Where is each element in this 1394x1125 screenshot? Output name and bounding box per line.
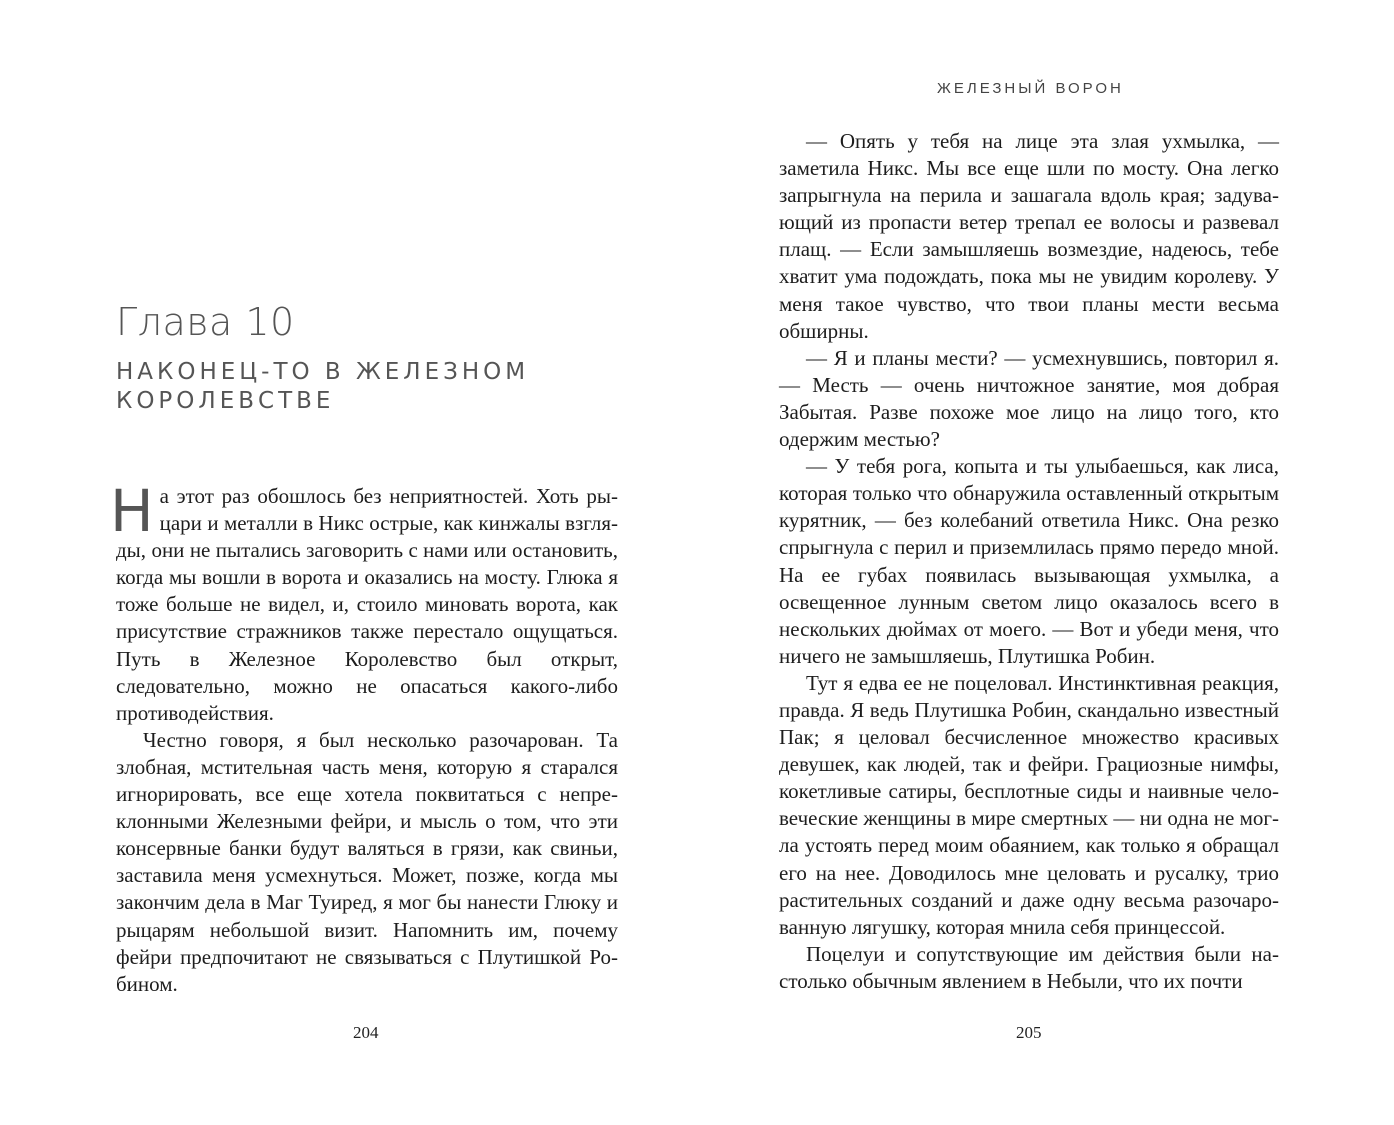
paragraph: — Опять у тебя на лице эта злая ухмылка, — заметила Никс. Мы все еще шли по мосту. Она легко запрыгнула на перила и зашагала вдоль края; задувающий из пропасти ветер трепал ее волосы и развевал плащ. — Если замышляешь возмездие, надеюсь, тебе хватит ума подождать, пока мы не увидим королеву. У меня такое чувство, что твои планы мести весьма обширны. (779, 129, 1279, 343)
paragraph (110, 477, 618, 727)
paragraph-text: а этот раз обошлось без неприятностей. Хоть рыцари и металли в Никс острые, как кинжалы взгляды, они не пытались заговорить с нами или остановить, когда мы вошли в ворота и оказались на мосту. Глюка я тоже больше не видел, и, стоило миновать ворота, как присутствие стражников также перестало ощущаться. Путь в Железное Королевство был открыт, следовательно, можно не опасаться какого-либо противодействия. (116, 484, 618, 725)
drop-cap: Н (110, 477, 154, 545)
paragraph: Честно говоря, я был несколько разочарован. Та злобная, мстительная часть меня, которую я старался игнорировать, все еще хотела поквитаться с непреклонными Железными фейри, и мысль о том, что эти консервные банки будут валяться в грязи, как свиньи, заставила меня усмехнуться. Может, позже, когда мы закончим дела в Маг Туиред, я мог бы нанести Глюку и рыцарям небольшой визит. Напомнить им, почему фейри предпочитают не связываться с Плутишкой Робином. (116, 727, 618, 996)
page-number: 204 (353, 1023, 379, 1042)
paragraph: Поцелуи и сопутствующие им действия были настолько обычным явлением в Небыли, что их почти (779, 941, 1279, 993)
right-page (697, 0, 1394, 1125)
paragraph: Тут я едва ее не поцеловал. Инстинктивная реакция, правда. Я ведь Плутишка Робин, скандально известный Пак; я целовал бесчисленное множество красивых девушек, как людей, так и фейри. Грациозные нимфы, кокетливые сатиры, бесплотные сиды и наивные человеческие женщины в мире смертных — ни одна не могла устоять перед моим обаянием, как только я обращал его на нее. Доводилось мне целовать и русалку, трио растительных созданий и даже одну весьма разочарованную лягушку, которая мнила себя принцессой. (779, 670, 1279, 939)
page-number: 205 (1016, 1023, 1042, 1042)
chapter-title: Глава 10 (116, 300, 295, 344)
chapter-subtitle: НАКОНЕЦ-ТО В ЖЕЛЕЗНОМ КОРОЛЕВСТВЕ (116, 359, 530, 414)
running-header: ЖЕЛЕЗНЫЙ ВОРОН (937, 80, 1124, 97)
paragraph: — Я и планы мести? — усмехнувшись, повторил я. — Месть — очень ничтожное занятие, моя добрая Забытая. Разве похоже мое лицо на лицо того, кто одержим местью? (779, 345, 1279, 452)
right-body-text (779, 128, 1279, 995)
paragraph: — У тебя рога, копыта и ты улыбаешься, как лиса, которая только что обнаружила оставленный открытым курятник, — без колебаний ответила Никс. Она резко спрыгнула с перил и приземлилась прямо передо мной. На ее губах появилась вызывающая ухмылка, а освещенное лунным светом лицо оказалось всего в нескольких дюймах от моего. — Вот и убеди меня, что ничего не замышляешь, Плутишка Робин. (779, 454, 1279, 668)
left-body-text (110, 477, 618, 998)
